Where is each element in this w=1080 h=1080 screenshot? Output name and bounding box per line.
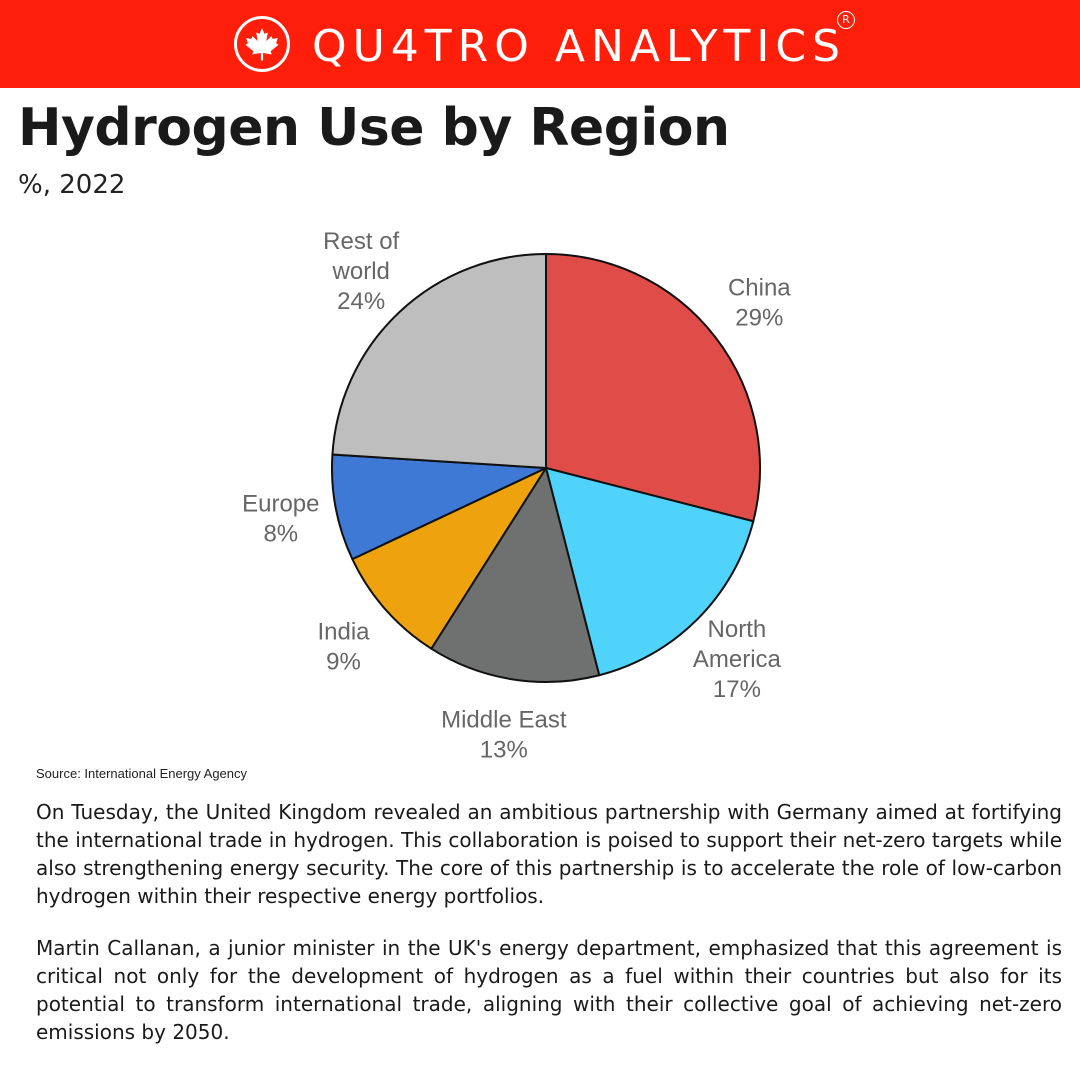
slice-name: China bbox=[727, 274, 791, 302]
article-paragraph-1: On Tuesday, the United Kingdom revealed an ambitious partnership with Germany aimed at fortifying the international trade in hydrogen. This collaboration is poised to support their net-zero targets while also strengthening energy security. The core of this partnership is to accelerate the role of low-carbon hydrogen within their respective energy portfolios. bbox=[36, 800, 1062, 908]
slice-value: 17% bbox=[712, 675, 761, 703]
slice-value: 8% bbox=[263, 520, 299, 548]
slice-name: America bbox=[692, 645, 781, 673]
chart-title: Hydrogen Use by Region bbox=[18, 98, 730, 158]
slice-value: 9% bbox=[326, 648, 361, 676]
brand-name: QU4TRO ANALYTICS bbox=[311, 20, 847, 72]
slice-label-rest-of-world bbox=[323, 228, 399, 315]
slice-label-india bbox=[317, 619, 370, 676]
slice-value: 24% bbox=[337, 288, 386, 316]
slice-name: India bbox=[317, 618, 370, 646]
slice-label-north-america bbox=[693, 616, 782, 703]
article-paragraph-2: Martin Callanan, a junior minister in the UK's energy department, emphasized that this agreement is critical not only for the development of hydrogen as a fuel within their countries but also for its potential to transform international trade, aligning with their collective goal of achieving net-zero emissions by 2050. bbox=[36, 936, 1062, 1044]
slice-label-middle-east bbox=[441, 707, 567, 760]
slice-name: Middle East bbox=[441, 706, 567, 734]
slice-value: 29% bbox=[735, 304, 784, 332]
slice-label-china bbox=[728, 275, 791, 332]
pie-slice-rest-of-world bbox=[332, 254, 546, 468]
slice-name: world bbox=[332, 258, 390, 286]
registered-mark: R bbox=[837, 11, 855, 29]
chart-subtitle: %, 2022 bbox=[18, 170, 126, 200]
slice-name: Europe bbox=[242, 490, 320, 518]
slice-name: Rest of bbox=[323, 228, 400, 256]
slice-label-europe bbox=[242, 491, 319, 548]
source-note: Source: International Energy Agency bbox=[36, 766, 248, 781]
slice-name: North bbox=[707, 615, 767, 643]
slice-value: 13% bbox=[479, 736, 528, 760]
